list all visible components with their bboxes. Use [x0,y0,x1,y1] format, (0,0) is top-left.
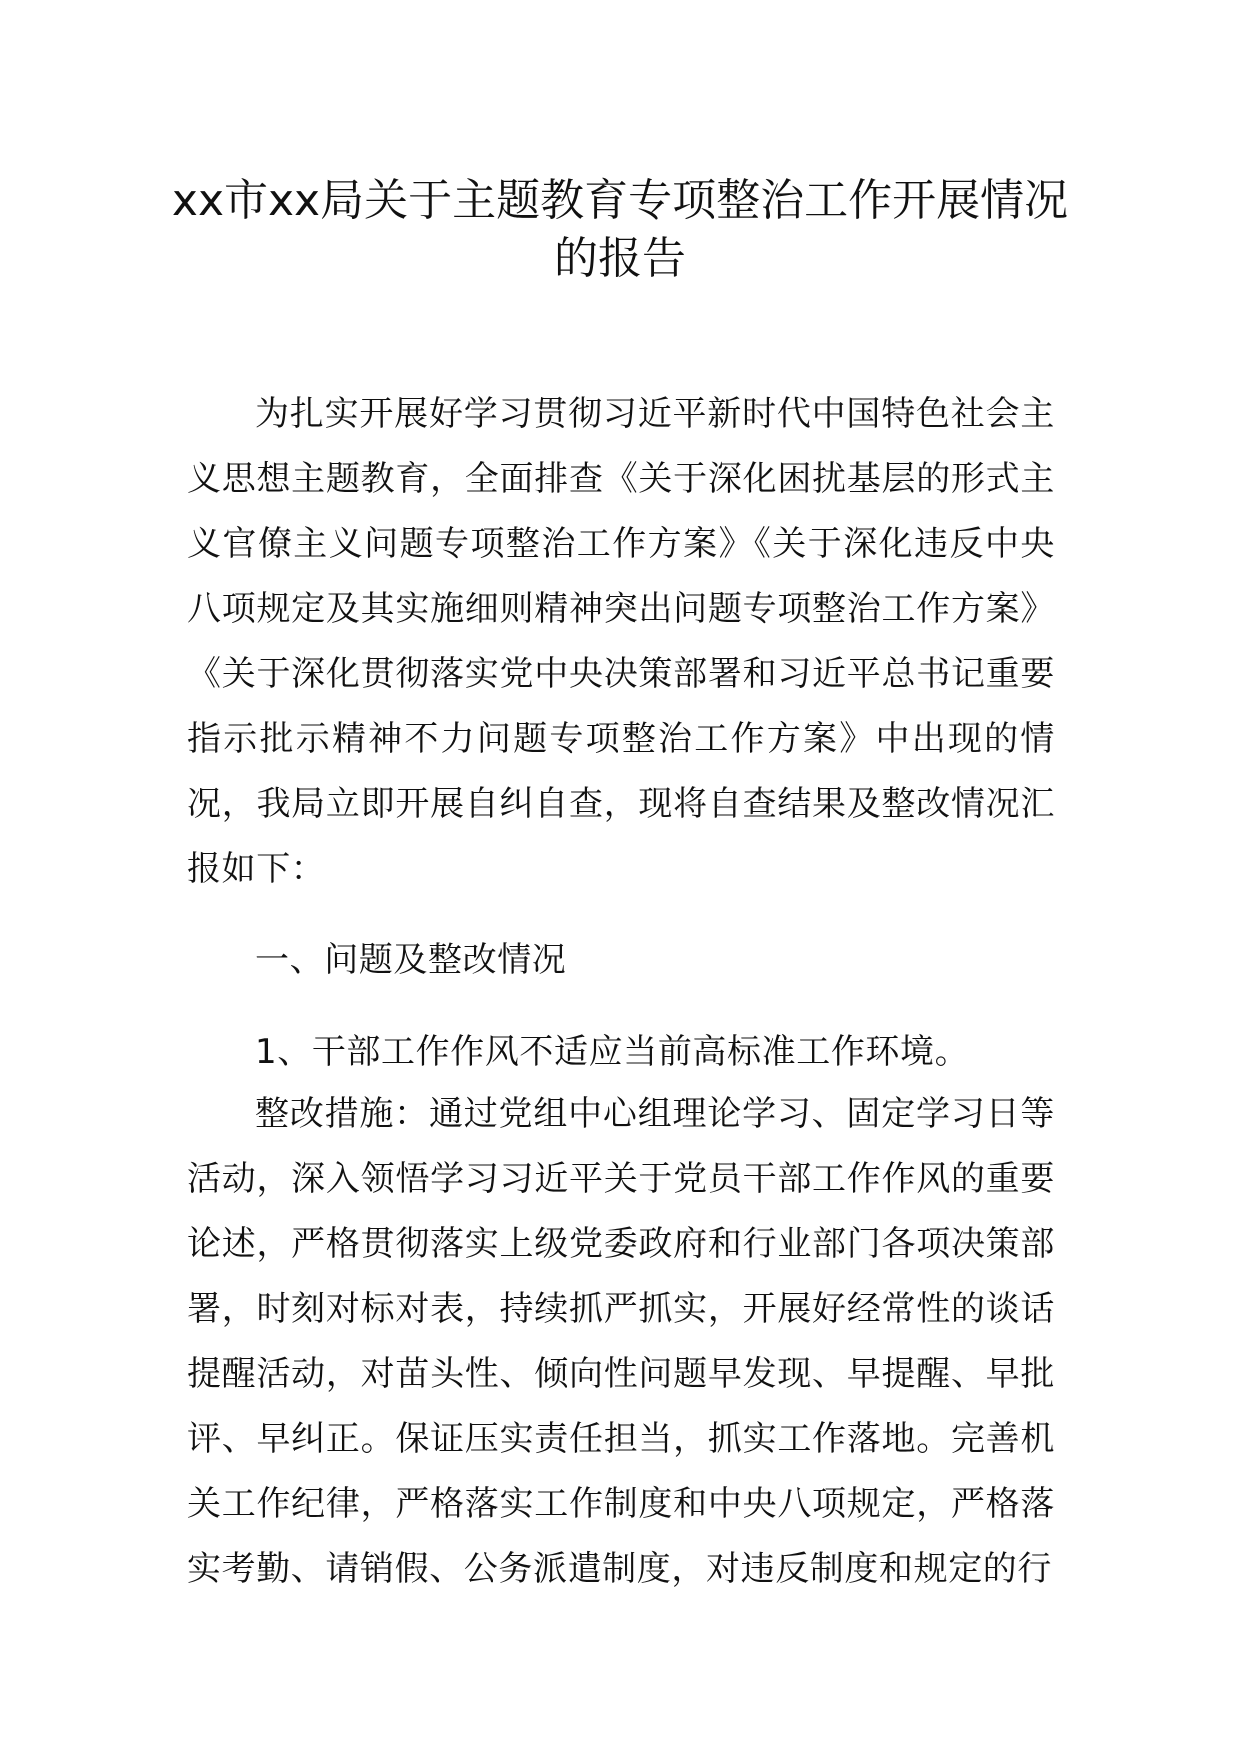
document-title: xx市xx局关于主题教育专项整治工作开展情况的报告 [171,175,1069,284]
item-heading: 1、干部工作作风不适应当前高标准工作环境。 [255,1032,970,1072]
measures-paragraph: 整改措施：通过党组中心组理论学习、固定学习日等活动，深入领悟学习习近平关于党员干部工作作风的重要论述，严格贯彻落实上级党委政府和行业部门各项决策部署，时刻对标对表，持续抓严抓实，开展好经常性的谈话提醒活动，对苗头性、倾向性问题早发现、早提醒、早批评、早纠正。保证压实责任担当，抓实工作落地。完善机关工作纪律，严格落实工作制度和中央八项规定，严格落实考勤、请销假、公务派遣制度，对违反制度和规定的行 [187,1094,1055,1589]
section-heading: 一、问题及整改情况 [255,940,567,980]
intro-paragraph: 为扎实开展好学习贯彻习近平新时代中国特色社会主义思想主题教育，全面排查《关于深化困扰基层的形式主义官僚主义问题专项整治工作方案》《关于深化违反中央八项规定及其实施细则精神突出问题专项整治工作方案》《关于深化贯彻落实党中央决策部署和习近平总书记重要指示批示精神不力问题专项整治工作方案》中出现的情况，我局立即开展自纠自查，现将自查结果及整改情况汇报如下： [187,394,1055,889]
